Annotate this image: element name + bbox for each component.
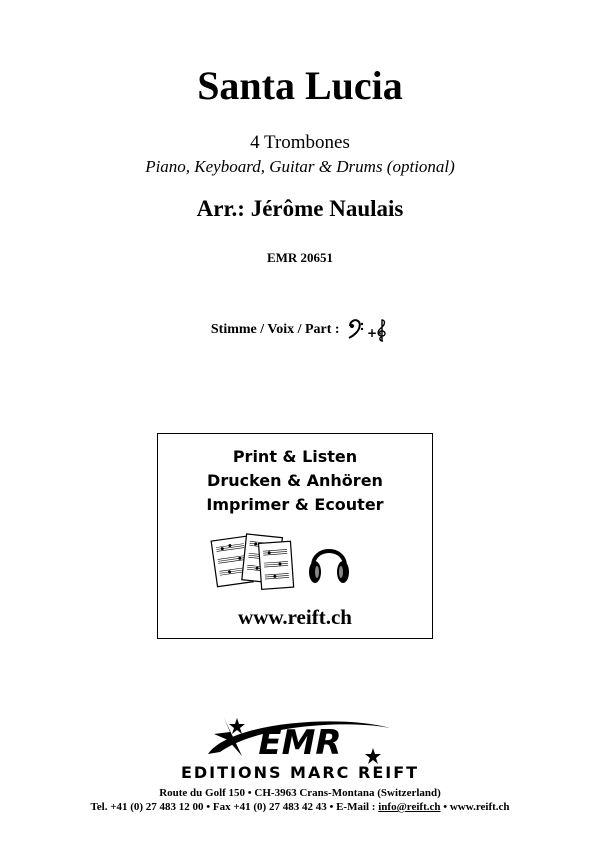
publisher-contact <box>0 800 600 814</box>
promo-line-english: Print & Listen <box>232 447 358 466</box>
publisher-name: EDITIONS MARC REIFT <box>180 763 420 782</box>
promo-line-german: Drucken & Anhören <box>207 471 383 490</box>
contact-website: • www.reift.ch <box>440 801 510 813</box>
print-listen-promo <box>157 433 433 639</box>
emr-logo-icon <box>200 714 400 764</box>
emr-logo-text: EMR <box>258 723 342 763</box>
clef-symbols <box>347 317 389 343</box>
promo-website: www.reift.ch <box>238 605 352 629</box>
bass-clef-icon <box>347 317 389 343</box>
arranger-credit: Arr.: Jérôme Naulais <box>196 196 404 221</box>
page-title: Santa Lucia <box>197 63 403 108</box>
part-label: Stimme / Voix / Part : <box>210 322 340 338</box>
plus-sign: + <box>367 326 378 340</box>
instrumentation: Piano, Keyboard, Guitar & Drums (optional) <box>145 157 455 176</box>
email-link[interactable]: info@reift.ch <box>378 801 441 813</box>
headphones-icon <box>306 534 352 588</box>
promo-line-french: Imprimer & Ecouter <box>206 495 384 514</box>
publisher-address: Route du Golf 150 • CH-3963 Crans-Montana (Switzerland) <box>159 787 441 799</box>
ensemble-subtitle: 4 Trombones <box>250 132 350 153</box>
part-line <box>0 317 600 343</box>
contact-phone-fax: Tel. +41 (0) 27 483 12 00 • Fax +41 (0) 27 483 42 43 • E-Mail : <box>90 801 379 813</box>
sheet-music-icon <box>210 530 296 592</box>
catalog-number: EMR 20651 <box>266 250 334 265</box>
